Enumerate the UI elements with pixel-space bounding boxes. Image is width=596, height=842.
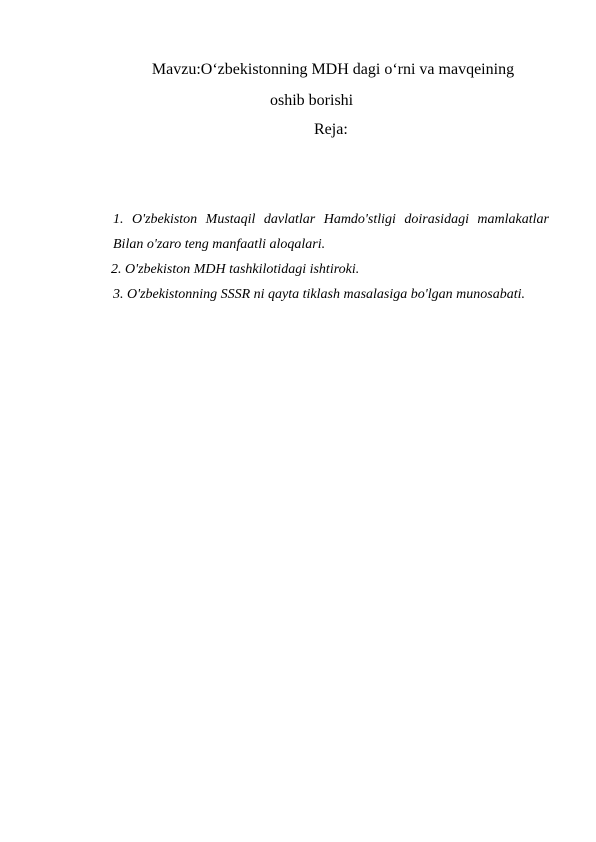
- document-title-line-1: [0, 60, 596, 80]
- plan-item-2: 2. O'zbekiston MDH tashkilotidagi ishtiroki.: [111, 262, 360, 277]
- title-text-1: Mavzu:O‘zbekistonning MDH dagi o‘rni va mavqeining: [151, 61, 515, 78]
- plan-item-3: 3. O'zbekistonning SSSR ni qayta tiklash masalasiga bo'lgan munosabati.: [113, 287, 525, 302]
- plan-item-1: 1. O'zbekiston Mustaqil davlatlar Hamdo'stligi doirasidagi mamlakatlar Bilan o'zaro teng manfaatli aloqalari.: [113, 212, 549, 252]
- plan-heading: Reja:: [314, 121, 348, 138]
- plan-list: [113, 207, 549, 307]
- document-title-line-2: oshib borishi: [270, 92, 354, 109]
